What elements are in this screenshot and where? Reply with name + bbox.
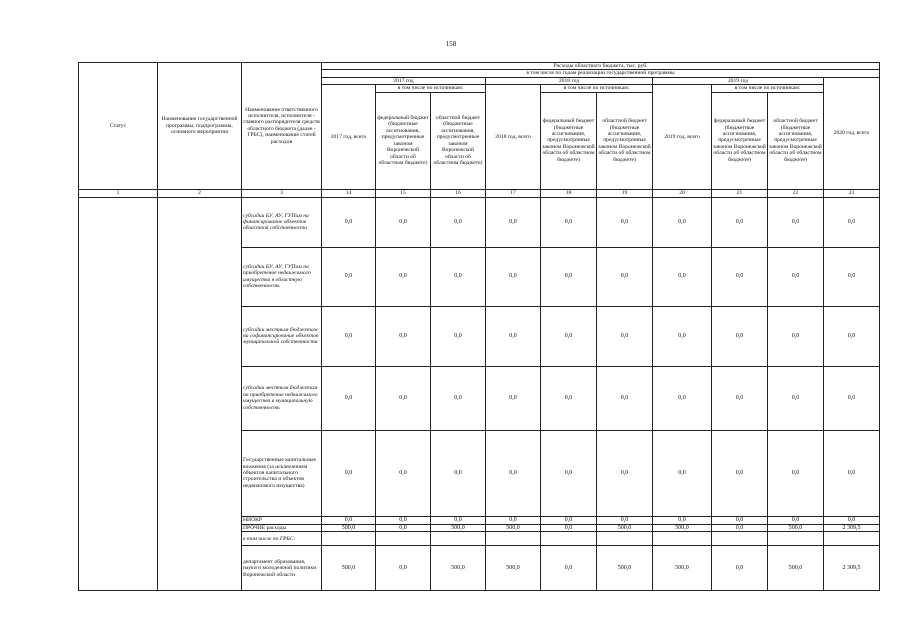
value-cell: 0,0 <box>824 430 880 516</box>
value-cell: 0,0 <box>768 247 824 306</box>
value-cell: 0,0 <box>322 430 376 516</box>
value-cell: 0,0 <box>486 516 541 524</box>
row-label: субсидии местным бюджетам на приобретение недвижимого имущества в муниципальную собственность <box>242 366 322 430</box>
value-cell: 0,0 <box>376 197 431 247</box>
value-cell: 500,0 <box>322 524 376 532</box>
value-cell: 0,0 <box>597 366 653 430</box>
value-cell <box>431 532 486 546</box>
col-number: 14 <box>322 189 376 197</box>
row-label: Государственные капитальные вложения (за исключением объектов капитального строительства и объектов недвижимого имущества) <box>242 430 322 516</box>
value-cell: 0,0 <box>653 197 712 247</box>
header-sources-2018: в том числе по источникам: <box>541 85 653 92</box>
value-cell: 0,0 <box>768 197 824 247</box>
status-cell <box>79 197 158 591</box>
value-cell: 0,0 <box>541 306 597 366</box>
value-cell: 0,0 <box>653 516 712 524</box>
row-label: субсидии БУ, АУ, ГУПам на приобретение недвижимого имущества в областную собственность <box>242 247 322 306</box>
col-number: 17 <box>486 189 541 197</box>
header-federal-2017: федеральный бюджет (бюджетные ассигнования, предусмотренные законом Воронежской области об областном бюджете) <box>376 92 431 189</box>
col-number: 1 <box>79 189 158 197</box>
value-cell: 0,0 <box>597 197 653 247</box>
col-number: 15 <box>376 189 431 197</box>
value-cell: 0,0 <box>486 366 541 430</box>
value-cell: 0,0 <box>712 366 768 430</box>
header-year-2017: 2017 год <box>322 77 486 84</box>
page-number: 158 <box>445 40 457 48</box>
value-cell: 0,0 <box>824 197 880 247</box>
header-year-2019: 2019 год <box>653 77 824 84</box>
value-cell: 0,0 <box>376 516 431 524</box>
col-number: 18 <box>541 189 597 197</box>
value-cell: 0,0 <box>431 516 486 524</box>
value-cell: 500,0 <box>597 524 653 532</box>
value-cell: 0,0 <box>597 430 653 516</box>
row-label: в том числе по ГРБС: <box>242 532 322 546</box>
header-status: Статус <box>79 63 158 190</box>
value-cell <box>322 532 376 546</box>
row-label: субсидии БУ, АУ, ГУПам на финансирование объектов областной собственности <box>242 197 322 247</box>
value-cell: 0,0 <box>376 247 431 306</box>
header-by-years: в том числе по годам реализации государственной программы <box>322 70 880 77</box>
row-label: ПРОЧИЕ расходы <box>242 524 322 532</box>
value-cell: 500,0 <box>768 524 824 532</box>
value-cell: 0,0 <box>824 247 880 306</box>
value-cell: 0,0 <box>768 366 824 430</box>
value-cell: 0,0 <box>376 524 431 532</box>
value-cell: 0,0 <box>712 430 768 516</box>
value-cell: 0,0 <box>712 516 768 524</box>
program-cell <box>158 197 242 591</box>
value-cell: 0,0 <box>322 197 376 247</box>
value-cell: 0,0 <box>322 247 376 306</box>
value-cell: 0,0 <box>653 306 712 366</box>
header-total-2020: 2020 год, всего <box>824 77 880 189</box>
value-cell <box>376 532 431 546</box>
value-cell: 0,0 <box>653 247 712 306</box>
value-cell: 0,0 <box>597 306 653 366</box>
header-expenses: Расходы областного бюджета, тыс. руб. <box>322 63 880 70</box>
value-cell: 0,0 <box>486 430 541 516</box>
header-regional-2018: областной бюджет (бюджетные ассигнования, предусмотренные законом Воронежской области об областном бюджете) <box>597 92 653 189</box>
value-cell: 0,0 <box>712 197 768 247</box>
value-cell: 0,0 <box>824 516 880 524</box>
header-sources-2019: в том числе по источникам: <box>712 85 824 92</box>
value-cell: 500,0 <box>653 546 712 591</box>
value-cell: 500,0 <box>486 524 541 532</box>
value-cell: 0,0 <box>541 197 597 247</box>
value-cell <box>824 532 880 546</box>
col-number: 3 <box>242 189 322 197</box>
header-total-2018: 2018 год, всего <box>486 85 541 189</box>
header-year-2018: 2018 год <box>486 77 653 84</box>
value-cell: 0,0 <box>541 366 597 430</box>
header-executor: Наименование ответственного исполнителя, исполнителя - главного распорядителя средств областного бюджета (далее - ГРБС), наименование статей расходов <box>242 63 322 190</box>
value-cell: 0,0 <box>768 306 824 366</box>
value-cell: 0,0 <box>541 516 597 524</box>
value-cell: 0,0 <box>322 516 376 524</box>
value-cell: 0,0 <box>597 516 653 524</box>
value-cell: 0,0 <box>376 306 431 366</box>
header-regional-2017: областной бюджет (бюджетные ассигнования, предусмотренные законом Воронежской области об областном бюджете) <box>431 92 486 189</box>
value-cell: 0,0 <box>768 516 824 524</box>
header-regional-2019: областной бюджет (бюджетные ассигнования, предусмотренные законом Воронежской области об областном бюджете) <box>768 92 824 189</box>
value-cell: 0,0 <box>653 430 712 516</box>
value-cell: 500,0 <box>486 546 541 591</box>
value-cell: 0,0 <box>431 366 486 430</box>
header-federal-2018: федеральный бюджет (бюджетные ассигнования, предусмотренные законом Воронежской области об областном бюджете) <box>541 92 597 189</box>
value-cell: 0,0 <box>431 197 486 247</box>
value-cell: 0,0 <box>712 247 768 306</box>
value-cell: 0,0 <box>376 546 431 591</box>
value-cell: 0,0 <box>712 306 768 366</box>
value-cell: 500,0 <box>653 524 712 532</box>
header-total-2017: 2017 год, всего <box>322 85 376 189</box>
header-sources-2017: в том числе по источникам: <box>376 85 486 92</box>
value-cell: 0,0 <box>431 247 486 306</box>
value-cell: 0,0 <box>486 306 541 366</box>
value-cell: 0,0 <box>431 306 486 366</box>
header-program-name: Наименование государственной программы, подпрограммы, основного мероприятия <box>158 63 242 190</box>
value-cell <box>712 532 768 546</box>
col-number: 19 <box>597 189 653 197</box>
table-row <box>79 197 880 247</box>
value-cell: 2 309,5 <box>824 524 880 532</box>
value-cell: 0,0 <box>322 366 376 430</box>
col-number: 20 <box>653 189 712 197</box>
value-cell <box>768 532 824 546</box>
col-number: 22 <box>768 189 824 197</box>
value-cell: 0,0 <box>431 430 486 516</box>
row-label: НИОКР <box>242 516 322 524</box>
value-cell <box>653 532 712 546</box>
value-cell: 500,0 <box>431 546 486 591</box>
value-cell: 0,0 <box>541 546 597 591</box>
col-number: 16 <box>431 189 486 197</box>
value-cell: 0,0 <box>541 430 597 516</box>
value-cell <box>597 532 653 546</box>
col-number: 23 <box>824 189 880 197</box>
value-cell: 500,0 <box>768 546 824 591</box>
value-cell <box>541 532 597 546</box>
value-cell: 0,0 <box>541 524 597 532</box>
value-cell: 0,0 <box>824 366 880 430</box>
value-cell: 0,0 <box>376 366 431 430</box>
value-cell: 0,0 <box>653 366 712 430</box>
value-cell: 0,0 <box>712 546 768 591</box>
value-cell: 0,0 <box>768 430 824 516</box>
value-cell: 0,0 <box>486 197 541 247</box>
value-cell: 2 309,5 <box>824 546 880 591</box>
col-number: 21 <box>712 189 768 197</box>
header-federal-2019: федеральный бюджет (бюджетные ассигнования, предусмотренные законом Воронежской области об областном бюджете) <box>712 92 768 189</box>
value-cell: 0,0 <box>541 247 597 306</box>
value-cell: 500,0 <box>431 524 486 532</box>
column-number-row <box>79 189 880 197</box>
value-cell: 500,0 <box>597 546 653 591</box>
value-cell: 0,0 <box>486 247 541 306</box>
row-label: субсидии местным бюджетам на софинансирование объектов муниципальной собственности <box>242 306 322 366</box>
value-cell: 0,0 <box>376 430 431 516</box>
value-cell: 500,0 <box>322 546 376 591</box>
value-cell: 0,0 <box>322 306 376 366</box>
value-cell: 0,0 <box>712 524 768 532</box>
budget-table <box>78 62 880 591</box>
col-number: 2 <box>158 189 242 197</box>
row-label: департамент образования, науки и молодежной политики Воронежской области <box>242 546 322 591</box>
value-cell: 0,0 <box>597 247 653 306</box>
value-cell: 0,0 <box>824 306 880 366</box>
value-cell <box>486 532 541 546</box>
header-total-2019: 2019 год, всего <box>653 85 712 189</box>
